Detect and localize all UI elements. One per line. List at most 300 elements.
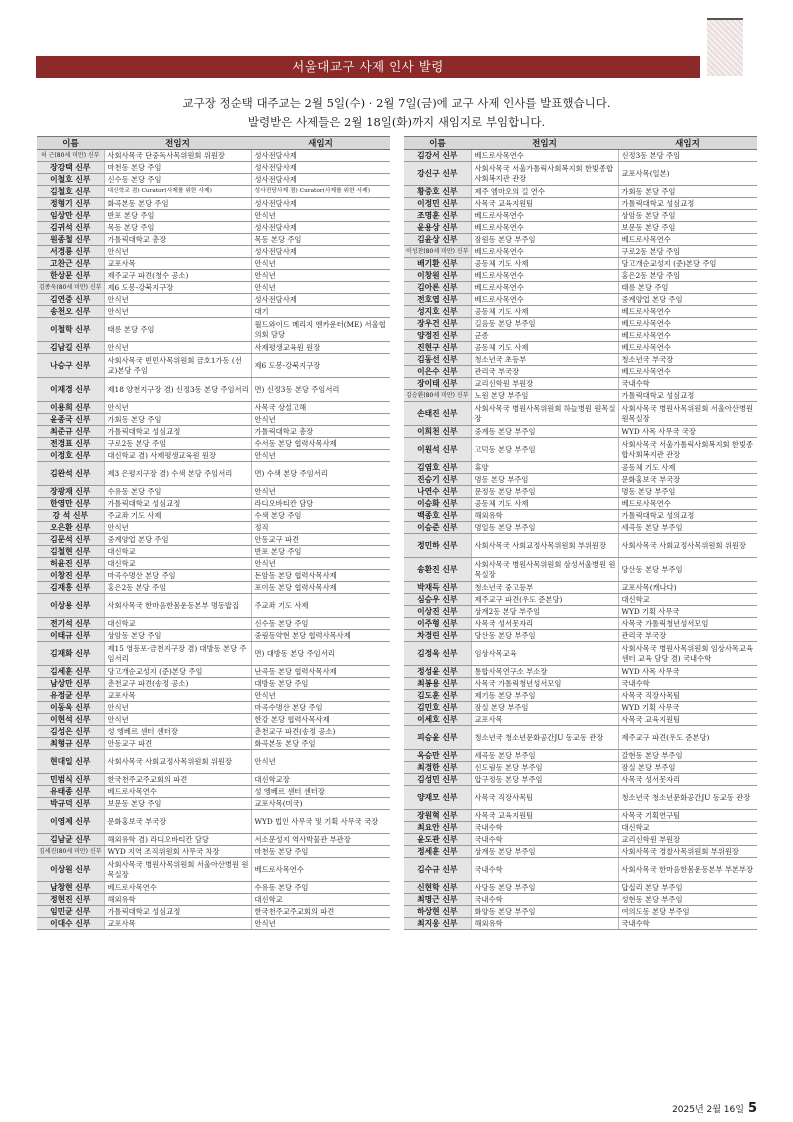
priest-name: 이상용 신부	[37, 594, 104, 618]
priest-name: 진승기 신부	[404, 474, 471, 486]
priest-name: 남창현 신부	[37, 882, 104, 894]
new-post: 월드와이드 메리지 엔카운터(ME) 서울협의회 담당	[251, 318, 390, 342]
previous-post: 사목국 직장사목팀	[471, 786, 618, 810]
table-row	[37, 594, 390, 618]
previous-post: 베드로사목연수	[104, 882, 251, 894]
priest-name: 배기환 신부	[404, 258, 471, 270]
previous-post: 반포 본당 주임	[104, 210, 251, 222]
new-post: 베드로사목연수	[618, 498, 757, 510]
table-row	[404, 198, 757, 210]
priest-name: 정형기 신부	[37, 198, 104, 210]
table-row	[404, 390, 757, 402]
previous-post: 교포사목	[104, 918, 251, 930]
priest-name: 이희천 신부	[404, 426, 471, 438]
priest-name: 심승우 신부	[404, 594, 471, 606]
previous-post: 문화홍보국 부국장	[104, 810, 251, 834]
previous-post: 제18 양천지구장 겸) 신정3동 본당 주임서리	[104, 378, 251, 402]
priest-name: 김연중 신부	[37, 294, 104, 306]
priest-name: 유태종 신부	[37, 786, 104, 798]
table-row	[404, 642, 757, 666]
previous-post: 국내수학	[471, 858, 618, 882]
previous-post: 청소년국 초등부	[471, 354, 618, 366]
priest-name: 최형규 신부	[37, 738, 104, 750]
table-row	[404, 630, 757, 642]
previous-post: 잠원동 본당 부주임	[471, 234, 618, 246]
new-post: 교포사목(캐나다)	[618, 582, 757, 594]
new-post: 성사전담사제	[251, 198, 390, 210]
priest-name: 김도훈 신부	[404, 690, 471, 702]
table-row	[404, 486, 757, 498]
priest-name: 양재모 신부	[404, 786, 471, 810]
previous-post: 국내수학	[471, 834, 618, 846]
priest-name: 이주형 신부	[404, 618, 471, 630]
table-header-row	[404, 137, 757, 150]
previous-post: 안식년	[104, 342, 251, 354]
new-post: 안식년	[251, 918, 390, 930]
previous-post: 가회동 본당 주임	[104, 414, 251, 426]
priest-name: 이용희 신부	[37, 402, 104, 414]
priest-name: 김문석 신부	[37, 534, 104, 546]
table-row	[37, 702, 390, 714]
table-row	[404, 222, 757, 234]
previous-post: 춘천교구 파견(송정 공소)	[104, 678, 251, 690]
previous-post: 보문동 본당 주임	[104, 798, 251, 810]
table-row	[404, 366, 757, 378]
table-row	[37, 750, 390, 774]
table-row	[404, 378, 757, 390]
priest-name: 이상원 신부	[37, 858, 104, 882]
priest-name: 이정민 신부	[404, 198, 471, 210]
new-post: 교포사목(미국)	[251, 798, 390, 810]
previous-post: 제3 은평지구장 겸) 수색 본당 주임서리	[104, 462, 251, 486]
table-row	[37, 234, 390, 246]
priest-name: 고찬근 신부	[37, 258, 104, 270]
table-row	[404, 774, 757, 786]
table-row	[37, 678, 390, 690]
previous-post: 사회사목국 사회교정사목위원회 위원장	[104, 750, 251, 774]
new-post: 사회사목국 한마음한몸운동본부 부본부장	[618, 858, 757, 882]
previous-post: 화양동 본당 부주임	[471, 906, 618, 918]
new-post: 보문동 본당 주임	[618, 222, 757, 234]
new-post: 한강 본당 협력사목사제	[251, 714, 390, 726]
table-row	[37, 618, 390, 630]
table-row	[37, 174, 390, 186]
priest-name: 윤도관 신부	[404, 834, 471, 846]
table-row	[37, 438, 390, 450]
table-row	[37, 462, 390, 486]
priest-name: 이철학 신부	[37, 318, 104, 342]
table-row	[404, 690, 757, 702]
previous-post: 임상사목교육	[471, 642, 618, 666]
priest-name: 원종철 신부	[37, 234, 104, 246]
appointments-table-right	[404, 136, 757, 930]
previous-post: 국내수학	[471, 822, 618, 834]
previous-post: 사회사목국 빈민사목위원회 금호1가동 (선교)본당 주임	[104, 354, 251, 378]
new-post: 교리신학원 부원장	[618, 834, 757, 846]
new-post: 한국천주교주교회의 파견	[251, 906, 390, 918]
table-row	[404, 270, 757, 282]
priest-name: 이동욱 신부	[37, 702, 104, 714]
previous-post: 안동교구 파견	[104, 738, 251, 750]
table-row	[37, 354, 390, 378]
table-row	[404, 234, 757, 246]
priest-name: 전호엽 신부	[404, 294, 471, 306]
priest-name: 김강서 신부	[404, 150, 471, 162]
previous-post: 공동체 기도 사제	[471, 342, 618, 354]
table-body-left	[37, 150, 390, 930]
new-post: 면) 신정3동 본당 주임서리	[251, 378, 390, 402]
priest-name: 김민호 신부	[404, 702, 471, 714]
priest-name: 윤종국 신부	[37, 414, 104, 426]
priest-name: 정세훈 신부	[404, 846, 471, 858]
new-post: 홍은2동 본당 주임	[618, 270, 757, 282]
table-row	[37, 882, 390, 894]
table-row	[404, 522, 757, 534]
new-post: 사제평생교육원 원장	[251, 342, 390, 354]
new-post: 서소문성지 역사박물관 부관장	[251, 834, 390, 846]
page-number: 5	[747, 1101, 757, 1116]
new-post: 사회사목국 경찰사목위원회 부위원장	[618, 846, 757, 858]
new-post: 안식년	[251, 450, 390, 462]
table-row	[404, 786, 757, 810]
previous-post: 태릉 본당 주임	[104, 318, 251, 342]
new-post: 반포 본당 주임	[251, 546, 390, 558]
new-post: WYD 사목 사무국	[618, 666, 757, 678]
new-post: 대신학교	[618, 594, 757, 606]
priest-name: 김동선 신부	[404, 354, 471, 366]
previous-post: 안식년	[104, 246, 251, 258]
priest-name: 김세훈 신부	[37, 666, 104, 678]
table-row	[37, 414, 390, 426]
priest-name: 전기석 신부	[37, 618, 104, 630]
new-post: 국내수학	[618, 378, 757, 390]
table-body-right	[404, 150, 757, 930]
priest-name: 이원석 신부	[404, 438, 471, 462]
new-post: 돈암동 본당 협력사목사제	[251, 570, 390, 582]
table-row	[404, 354, 757, 366]
previous-post: 대신학교	[104, 618, 251, 630]
priest-name: 신현학 신부	[404, 882, 471, 894]
new-post: 갈현동 본당 부주임	[618, 750, 757, 762]
table-row	[404, 342, 757, 354]
priest-name: 김재화 신부	[37, 642, 104, 666]
priest-name: 유정균 신부	[37, 690, 104, 702]
table-row	[37, 738, 390, 750]
table-row	[404, 582, 757, 594]
previous-post: 해외유학 겸) 라디오바티칸 담당	[104, 834, 251, 846]
previous-post: 대신학교 겸) 사제평생교육원 원장	[104, 450, 251, 462]
new-post: 수색 본당 주임	[251, 510, 390, 522]
priest-name: 김철현 신부	[37, 546, 104, 558]
table-row	[37, 546, 390, 558]
previous-post: 당산동 본당 부주임	[471, 630, 618, 642]
new-post: WYD 법인 사무국 및 기획 사무국 국장	[251, 810, 390, 834]
new-post: 공동체 기도 사제	[618, 462, 757, 474]
priest-name: 허윤진 신부	[37, 558, 104, 570]
corner-decoration	[707, 18, 743, 76]
new-post: 난곡동 본당 협력사목사제	[251, 666, 390, 678]
table-row	[404, 894, 757, 906]
priest-name: 임상만 신부	[37, 210, 104, 222]
table-row	[37, 450, 390, 462]
previous-post: 명일동 본당 부주임	[471, 522, 618, 534]
priest-name: 최지웅 신부	[404, 918, 471, 930]
priest-name: 서경룡 신부	[37, 246, 104, 258]
priest-name: 김수규 신부	[404, 858, 471, 882]
previous-post: 군종	[471, 330, 618, 342]
new-post: 안식년	[251, 750, 390, 774]
table-row	[404, 666, 757, 678]
new-post: 잠실 본당 부주임	[618, 762, 757, 774]
table-row	[404, 438, 757, 462]
new-post: 베드로사목연수	[618, 330, 757, 342]
new-post: 사목국 성서못자리	[618, 774, 757, 786]
priest-name: 김승환(80세 미만) 신부	[404, 390, 471, 402]
table-row	[37, 162, 390, 174]
previous-post: 베드로사목연수	[471, 294, 618, 306]
new-post: 사목국 교육지원팀	[618, 714, 757, 726]
priest-name: 한상문 신부	[37, 270, 104, 282]
new-post: WYD 사목 사무국 국장	[618, 426, 757, 438]
priest-name: 이현석 신부	[37, 714, 104, 726]
table-row	[404, 186, 757, 198]
table-row	[37, 282, 390, 294]
table-row	[37, 666, 390, 678]
table-row	[404, 858, 757, 882]
page-footer	[672, 1101, 757, 1116]
table-row	[37, 918, 390, 930]
table-row	[37, 426, 390, 438]
priest-name: 김아론 신부	[404, 282, 471, 294]
new-post: 관리국 부국장	[618, 630, 757, 642]
previous-post: 가톨릭대학교 성심교정	[104, 498, 251, 510]
new-post: 안식년	[251, 486, 390, 498]
table-row	[37, 534, 390, 546]
priest-name: 한영만 신부	[37, 498, 104, 510]
previous-post: 잠실 본당 부주임	[471, 702, 618, 714]
previous-post: 사회사목국 서울가톨릭사회복지회 한빛종합사회복지관 관장	[471, 162, 618, 186]
previous-post: 제15 영등포-금천지구장 겸) 대방동 본당 주임서리	[104, 642, 251, 666]
intro-line-2: 발령받은 사제들은 2월 18일(화)까지 새임지로 부임합니다.	[247, 115, 546, 129]
previous-post: 가톨릭대학교 성심교정	[104, 426, 251, 438]
priest-name: 최명근 신부	[404, 894, 471, 906]
previous-post: 교포사목	[104, 258, 251, 270]
new-post: 대신학교장	[251, 774, 390, 786]
table-row	[37, 510, 390, 522]
table-row	[37, 690, 390, 702]
previous-post: 안식년	[104, 294, 251, 306]
new-post: 태릉 본당 주임	[618, 282, 757, 294]
new-post: 사회사목국 서울가톨릭사회복지회 한빛종합사회복지관 관장	[618, 438, 757, 462]
previous-post: 제주교구 파견(우도 준본당)	[471, 594, 618, 606]
table-row	[404, 402, 757, 426]
table-row	[404, 834, 757, 846]
previous-post: 베드로사목연수	[471, 150, 618, 162]
table-row	[37, 906, 390, 918]
priest-name: 나연수 신부	[404, 486, 471, 498]
priest-name: 나승구 신부	[37, 354, 104, 378]
priest-name: 송천오 신부	[37, 306, 104, 318]
new-post: 가톨릭대학교 성의교정	[618, 510, 757, 522]
table-row	[404, 726, 757, 750]
table-row	[404, 330, 757, 342]
new-post: 대기	[251, 306, 390, 318]
priest-name: 양정진 신부	[404, 330, 471, 342]
previous-post: 휴양	[471, 462, 618, 474]
priest-name: 이세호 신부	[404, 714, 471, 726]
priest-name: 김세진(80세 미만) 신부	[37, 846, 104, 858]
table-row	[37, 150, 390, 162]
priest-name: 이승화 신부	[404, 498, 471, 510]
priest-name: 강 석 신부	[37, 510, 104, 522]
table-row	[37, 486, 390, 498]
priest-name: 김남길 신부	[37, 342, 104, 354]
priest-name: 송환진 신부	[404, 558, 471, 582]
priest-name: 허 근(80세 미만) 신부	[37, 150, 104, 162]
priest-name: 임민균 신부	[37, 906, 104, 918]
new-post: 정직	[251, 522, 390, 534]
previous-post: 안식년	[104, 402, 251, 414]
priest-name: 이성찬(80세 미만) 신부	[404, 246, 471, 258]
previous-post: 대신학교	[104, 546, 251, 558]
previous-post: 대신학교 겸) Curator(사제를 위한 사제)	[104, 186, 251, 198]
table-row	[404, 882, 757, 894]
previous-post: 사회사목국 단중독사목위원회 위원장	[104, 150, 251, 162]
priest-name: 정민하 신부	[404, 534, 471, 558]
table-row	[404, 474, 757, 486]
previous-post: 해외유학	[471, 510, 618, 522]
previous-post: 교포사목	[471, 714, 618, 726]
priest-name: 김종욱(80세 미만) 신부	[37, 282, 104, 294]
table-row	[37, 306, 390, 318]
new-post: 신정3동 본당 주임	[618, 150, 757, 162]
new-post: 청소년국 부국장	[618, 354, 757, 366]
table-row	[404, 678, 757, 690]
new-post: 구로2동 본당 주임	[618, 246, 757, 258]
table-row	[37, 522, 390, 534]
priest-name: 이정호 신부	[37, 450, 104, 462]
table-row	[37, 834, 390, 846]
priest-name: 이상진 신부	[404, 606, 471, 618]
previous-post: 한국천주교주교회의 파견	[104, 774, 251, 786]
previous-post: 사회사목국 사회교정사목위원회 부위원장	[471, 534, 618, 558]
table-row	[404, 294, 757, 306]
previous-post: 안식년	[104, 306, 251, 318]
table-row	[404, 822, 757, 834]
previous-post: 사목국 가톨릭청년성서모임	[471, 678, 618, 690]
priest-name: 윤용상 신부	[404, 222, 471, 234]
new-post: 청소년국 청소년문화공간JU 동교동 관장	[618, 786, 757, 810]
previous-post: 대신학교	[104, 558, 251, 570]
new-post: 세곡동 본당 부주임	[618, 522, 757, 534]
new-post: 안식년	[251, 210, 390, 222]
table-row	[37, 402, 390, 414]
new-post: 성사전담사제	[251, 150, 390, 162]
table-row	[404, 510, 757, 522]
previous-post: 통합사목연구소 부소장	[471, 666, 618, 678]
table-row	[404, 846, 757, 858]
table-row	[37, 858, 390, 882]
new-post: 답십리 본당 부주임	[618, 882, 757, 894]
table-row	[404, 426, 757, 438]
new-post: 명동 본당 부주임	[618, 486, 757, 498]
priest-name: 이대수 신부	[37, 918, 104, 930]
priest-name: 김귀석 신부	[37, 222, 104, 234]
header-name: 이름	[37, 137, 104, 150]
priest-name: 박규덕 신부	[37, 798, 104, 810]
priest-name: 정현진 신부	[37, 894, 104, 906]
previous-post: 사목국 성서못자리	[471, 618, 618, 630]
table-row	[404, 318, 757, 330]
priest-name: 손태진 신부	[404, 402, 471, 426]
priest-name: 이창진 신부	[37, 570, 104, 582]
table-row	[404, 534, 757, 558]
priest-name: 옥승만 신부	[404, 750, 471, 762]
new-post: 중림동약현 본당 협력사목사제	[251, 630, 390, 642]
table-row	[37, 570, 390, 582]
new-post: 안식년	[251, 414, 390, 426]
priest-name: 이태규 신부	[37, 630, 104, 642]
table-row	[404, 594, 757, 606]
new-post: 안식년	[251, 270, 390, 282]
priest-name: 김정욱 신부	[404, 642, 471, 666]
priest-name: 이창원 신부	[404, 270, 471, 282]
previous-post: 주교좌 기도 사제	[104, 510, 251, 522]
header-prev: 전임지	[104, 137, 251, 150]
table-row	[404, 150, 757, 162]
table-row	[37, 258, 390, 270]
previous-post: 목동 본당 주임	[104, 222, 251, 234]
new-post: 사회사목국 사회교정사목위원회 위원장	[618, 534, 757, 558]
new-post: 안식년	[251, 258, 390, 270]
previous-post: 홍은2동 본당 주임	[104, 582, 251, 594]
intro-line-1: 교구장 정순택 대주교는 2월 5일(수) · 2월 7일(금)에 교구 사제 인사를 발표했습니다.	[182, 96, 611, 110]
new-post: 상암동 본당 주임	[618, 210, 757, 222]
new-post: 국내수학	[618, 678, 757, 690]
previous-post: 성 엥베르 센터 센터장	[104, 726, 251, 738]
new-post: 마천동 본당 주임	[251, 846, 390, 858]
priest-name: 박재득 신부	[404, 582, 471, 594]
priest-name: 이승준 신부	[404, 522, 471, 534]
table-row	[404, 282, 757, 294]
new-post: 대방동 본당 주임	[251, 678, 390, 690]
new-post: 베드로사목연수	[618, 318, 757, 330]
new-post: 제6 도봉-강북지구장	[251, 354, 390, 378]
previous-post: 중계양업 본당 주임	[104, 534, 251, 546]
new-post: 가톨릭대학교 총장	[251, 426, 390, 438]
new-post: 성사전담사제	[251, 294, 390, 306]
previous-post: 안식년	[104, 702, 251, 714]
priest-name: 이영제 신부	[37, 810, 104, 834]
new-post: 대신학교	[251, 894, 390, 906]
table-row	[404, 162, 757, 186]
priest-name: 장강택 신부	[37, 162, 104, 174]
priest-name: 이철호 신부	[37, 174, 104, 186]
priest-name: 진현구 신부	[404, 342, 471, 354]
new-post: 여의도동 본당 부주임	[618, 906, 757, 918]
table-row	[404, 714, 757, 726]
new-post: 베드로사목연수	[618, 234, 757, 246]
previous-post: 제기동 본당 부주임	[471, 690, 618, 702]
table-row	[404, 462, 757, 474]
new-post: 목동 본당 주임	[251, 234, 390, 246]
previous-post: 길음동 본당 부주임	[471, 318, 618, 330]
previous-post: 국내수학	[471, 894, 618, 906]
previous-post: 청소년국 중고등부	[471, 582, 618, 594]
priest-name: 장원혁 신부	[404, 810, 471, 822]
previous-post: 제주 엠마오의 길 연수	[471, 186, 618, 198]
new-post: 문화홍보국 부국장	[618, 474, 757, 486]
